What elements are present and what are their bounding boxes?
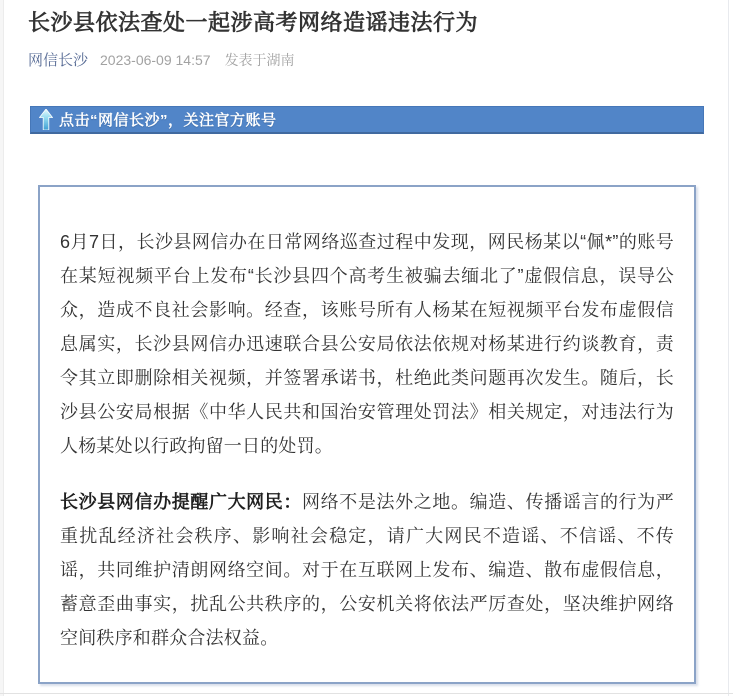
publish-timestamp: 2023-06-09 14:57: [100, 52, 211, 68]
page-title: 长沙县依法查处一起涉高考网络造谣违法行为: [28, 10, 479, 35]
article-paragraph-2: [60, 485, 674, 655]
page-right-edge: [728, 0, 729, 696]
article-paragraph-1: 6月7日，长沙县网信办在日常网络巡查过程中发现，网民杨某以“佩*”的账号在某短视频平台上发布“长沙县四个高考生被骗去缅北了”虚假信息，误导公众，造成不良社会影响。经查，该账号所有人杨某在短视频平台发布虚假信息属实，长沙县网信办迅速联合县公安局依法依规对杨某进行约谈教育，责令其立即删除相关视频，并签署承诺书，杜绝此类问题再次发生。随后，长沙县公安局根据《中华人民共和国治安管理处罚法》相关规定，对违法行为人杨某处以行政拘留一日的处罚。: [60, 232, 674, 456]
publish-location: 发表于湖南: [224, 52, 295, 68]
up-arrow-icon: [39, 109, 53, 130]
byline: [28, 50, 708, 71]
paragraph-2-body: 网络不是法外之地。编造、传播谣言的行为严重扰乱经济社会秩序、影响社会稳定，请广大网民不造谣、不信谣、不传谣，共同维护清朗网络空间。对于在互联网上发布、编造、散布虚假信息，蓄意歪曲事实，扰乱公共秩序的，公安机关将依法严厉查处，坚决维护网络空间秩序和群众合法权益。: [60, 492, 674, 648]
follow-account-banner[interactable]: [30, 106, 704, 134]
account-name-link[interactable]: 网信长沙: [28, 52, 89, 69]
article-content-box: [38, 185, 696, 684]
paragraph-2-bold-lead: 长沙县网信办提醒广大网民：: [60, 492, 303, 512]
page-left-edge: [0, 0, 4, 696]
follow-banner-text: 点击“网信长沙”，关注官方账号: [59, 112, 277, 129]
page-bottom-edge: [0, 693, 733, 694]
